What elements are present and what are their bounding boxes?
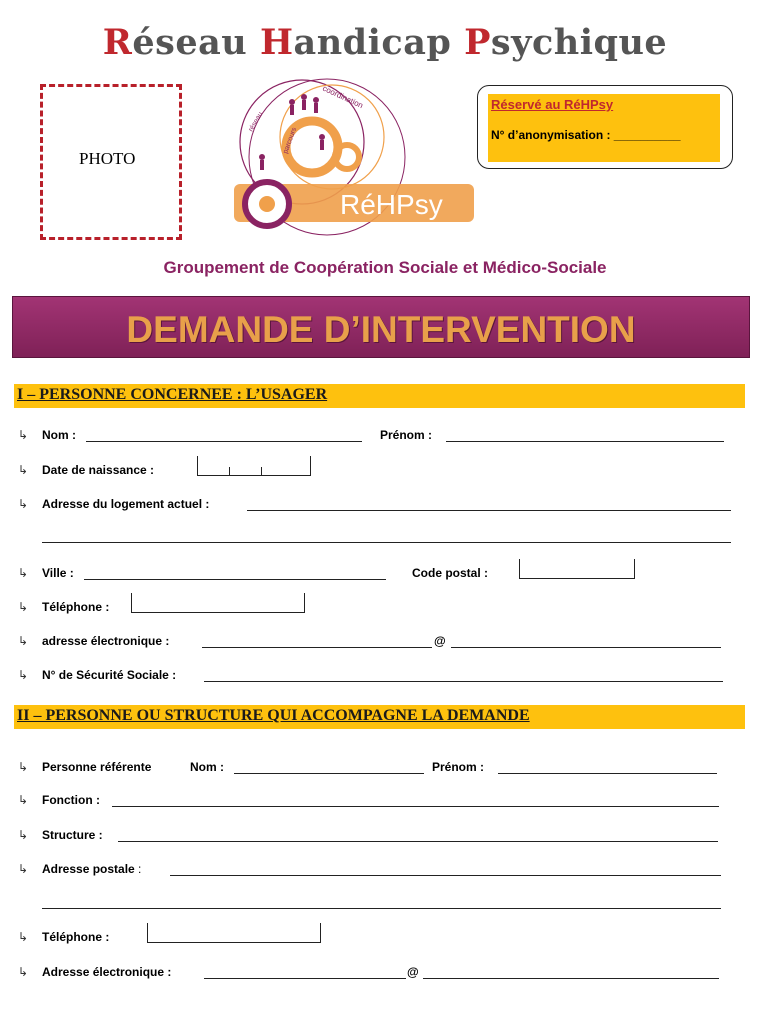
birthdate-label: Date de naissance : [42, 463, 155, 477]
arrow-icon: ↳ [18, 566, 29, 580]
structure-email-domain-field[interactable] [423, 978, 719, 979]
postal-code-label: Code postal : [412, 566, 489, 580]
phone-field[interactable] [131, 593, 305, 613]
logo-text: RéHPsy [340, 189, 443, 220]
structure-label: Structure : [42, 828, 103, 842]
reserved-title: Réservé au RéHPsy [491, 97, 614, 112]
fonction-field[interactable] [112, 806, 719, 807]
ville-field[interactable] [84, 579, 386, 580]
arrow-icon: ↳ [18, 428, 29, 442]
prenom-label: Prénom : [380, 428, 433, 442]
arrow-icon: ↳ [18, 930, 29, 944]
address-field[interactable] [247, 510, 731, 511]
page-title: Réseau Handicap Psychique [102, 22, 668, 63]
at-sign: @ [434, 634, 446, 648]
subtitle: Groupement de Coopération Sociale et Médico-Sociale [163, 258, 607, 277]
reserved-box [477, 85, 733, 169]
section-header: I – PERSONNE CONCERNEE : L’USAGER [14, 384, 745, 408]
arrow-icon: ↳ [18, 965, 29, 979]
arrow-icon: ↳ [18, 793, 29, 807]
form-banner [12, 296, 750, 358]
arrow-icon: ↳ [18, 668, 29, 682]
referent-prenom-label: Prénom : [432, 760, 485, 774]
arrow-icon: ↳ [18, 600, 29, 614]
postal-address-label: Adresse postale : [42, 862, 142, 876]
at-sign: @ [407, 965, 419, 979]
nom-label: Nom : [42, 428, 76, 442]
fonction-label: Fonction : [42, 793, 100, 807]
phone-label: Téléphone : [42, 600, 110, 614]
arrow-icon: ↳ [18, 463, 29, 477]
arrow-icon: ↳ [18, 760, 29, 774]
social-security-label: N° de Sécurité Sociale : [42, 668, 177, 682]
email-label: adresse électronique : [42, 634, 170, 648]
photo-label: PHOTO [79, 149, 136, 168]
structure-email-user-field[interactable] [204, 978, 406, 979]
rehpsy-logo [222, 62, 482, 250]
address-label: Adresse du logement actuel : [42, 497, 210, 511]
email-domain-field[interactable] [451, 647, 721, 648]
referent-nom-label: Nom : [190, 760, 224, 774]
anonymisation-field[interactable]: N° d’anonymisation : __________ [491, 128, 681, 142]
address-field-line2[interactable] [42, 542, 731, 543]
structure-phone-label: Téléphone : [42, 930, 110, 944]
ville-label: Ville : [42, 566, 74, 580]
referent-prenom-field[interactable] [498, 773, 717, 774]
logo-word: coordination [321, 83, 365, 111]
postal-code-field[interactable] [519, 559, 635, 579]
photo-placeholder [40, 84, 182, 240]
postal-address-field-line2[interactable] [42, 908, 721, 909]
arrow-icon: ↳ [18, 828, 29, 842]
logo-word: parcours [282, 126, 299, 155]
arrow-icon: ↳ [18, 862, 29, 876]
arrow-icon: ↳ [18, 634, 29, 648]
section-header: II – PERSONNE OU STRUCTURE QUI ACCOMPAGNE LA DEMANDE [14, 705, 745, 729]
logo-word: réseau [247, 110, 265, 133]
arrow-icon: ↳ [18, 497, 29, 511]
nom-field[interactable] [86, 441, 362, 442]
prenom-field[interactable] [446, 441, 724, 442]
structure-field[interactable] [118, 841, 718, 842]
postal-address-field[interactable] [170, 875, 721, 876]
banner-title: DEMANDE D’INTERVENTION [126, 309, 636, 350]
referent-label: Personne référente [42, 760, 152, 774]
structure-phone-field[interactable] [147, 923, 321, 943]
structure-email-label: Adresse électronique : [42, 965, 172, 979]
email-user-field[interactable] [202, 647, 432, 648]
referent-nom-field[interactable] [234, 773, 424, 774]
birthdate-field[interactable] [197, 456, 311, 476]
social-security-field[interactable] [204, 681, 723, 682]
